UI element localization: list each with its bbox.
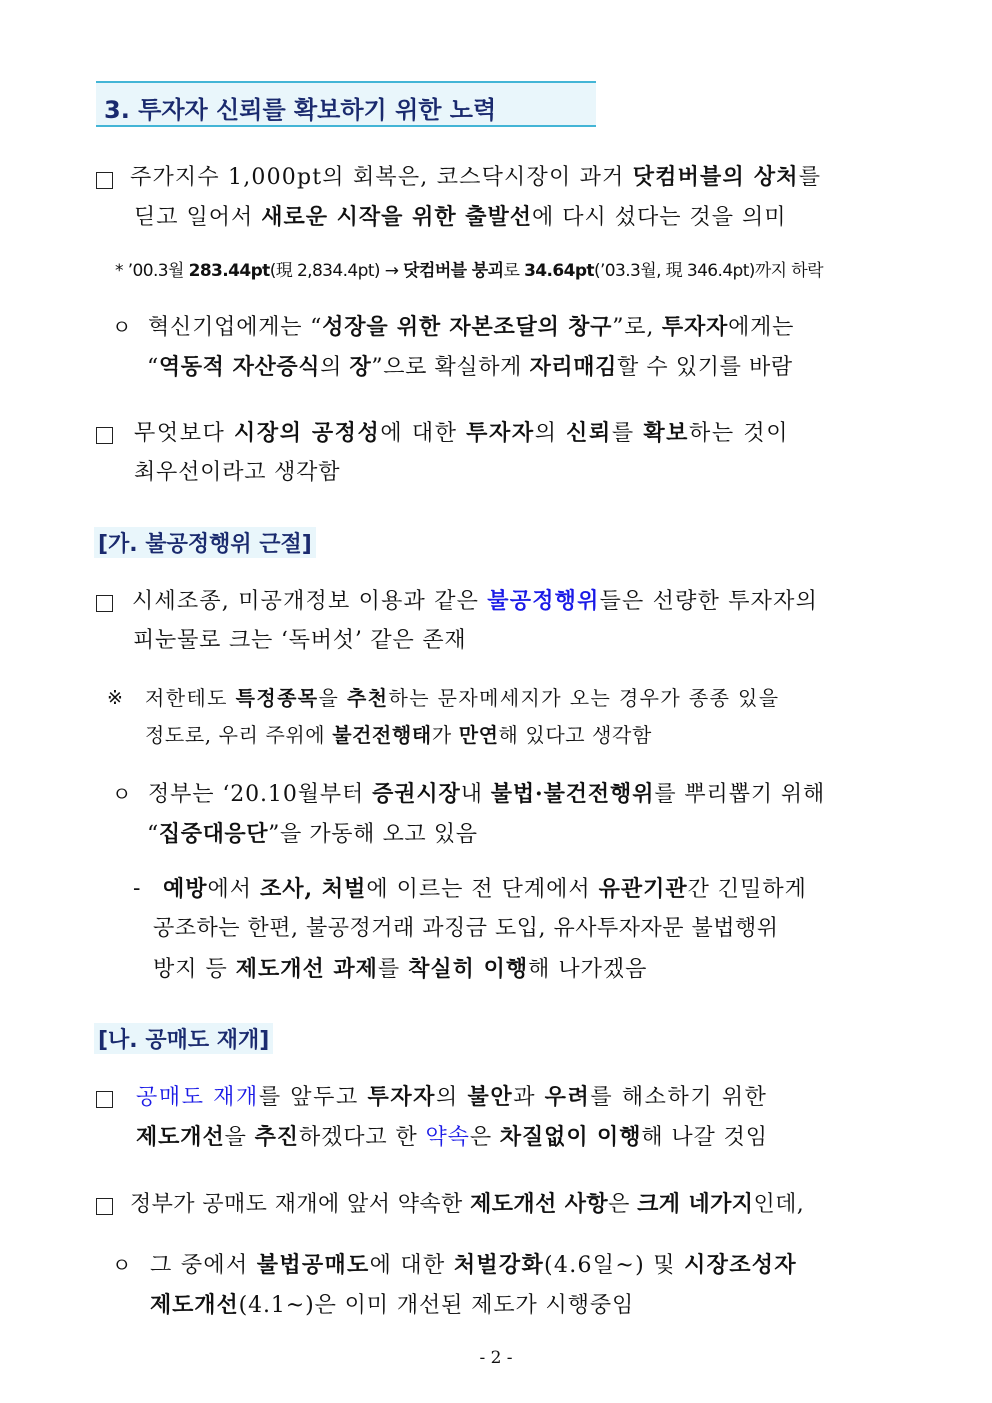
ref1-line2: 정도로, 우리 주위에 불건전행태가 만연해 있다고 생각함: [145, 723, 652, 747]
ref1-line1: 저한테도 특정종목을 추천하는 문자메세지가 오는 경우가 종종 있을: [145, 686, 780, 710]
p5-line1: 정부가 공매도 재개에 앞서 약속한 제도개선 사항은 크게 네가지인데,: [130, 1191, 805, 1217]
subheading-unfair-trading: [가. 불공정행위 근절]: [94, 527, 316, 558]
o2-line2: “집중대응단”을 가동해 오고 있음: [147, 821, 478, 847]
p1-line1: 주가지수 1,000pt의 회복은, 코스닥시장이 과거 닷컴버블의 상처를: [130, 164, 822, 190]
p2-line1: 무엇보다 시장의 공정성에 대한 투자자의 신뢰를 확보하는 것이: [134, 420, 790, 446]
o1-line2: “역동적 자산증식의 장”으로 확실하게 자리매김할 수 있기를 바람: [147, 354, 793, 380]
o3-line1: 그 중에서 불법공매도에 대한 처벌강화(4.6일~) 및 시장조성자: [150, 1252, 797, 1278]
dash1-line1: 예방에서 조사, 처벌에 이르는 전 단계에서 유관기관간 긴밀하게: [163, 876, 807, 902]
subheading-short-selling: [나. 공매도 재개]: [94, 1023, 273, 1054]
o3-line2: 제도개선(4.1~)은 이미 개선된 제도가 시행중임: [150, 1292, 635, 1318]
p4-line2: 제도개선을 추진하겠다고 한 약속은 차질없이 이행해 나갈 것임: [136, 1124, 768, 1150]
checkbox-bullet: [96, 1091, 113, 1108]
circle-bullet: ㅇ: [112, 315, 132, 339]
dash1-line3: 방지 등 제도개선 과제를 착실히 이행해 나가겠음: [153, 956, 648, 982]
checkbox-bullet: [96, 1198, 113, 1215]
p1-line2: 딛고 일어서 새로운 시작을 위한 출발선에 다시 섰다는 것을 의미: [134, 204, 787, 230]
page-number: - 2 -: [479, 1348, 513, 1368]
dash1-line2: 공조하는 한편, 불공정거래 과징금 도입, 유사투자자문 불법행위: [153, 916, 779, 941]
circle-bullet: ㅇ: [112, 1253, 132, 1277]
p3-line1: 시세조종, 미공개정보 이용과 같은 불공정행위들은 선량한 투자자의: [132, 588, 819, 614]
checkbox-bullet: [96, 427, 113, 444]
p3-line2: 피눈물로 크는 ‘독버섯’ 같은 존재: [133, 628, 467, 653]
dash-bullet: -: [133, 876, 141, 901]
circle-bullet: ㅇ: [112, 782, 132, 806]
section-title-box: [96, 81, 596, 127]
checkbox-bullet: [96, 172, 113, 189]
reference-mark: ※: [107, 687, 123, 709]
p2-line2: 최우선이라고 생각함: [134, 460, 341, 485]
o1-line1: 혁신기업에게는 “성장을 위한 자본조달의 창구”로, 투자자에게는: [148, 314, 795, 340]
o2-line1: 정부는 ‘20.10월부터 증권시장내 불법·불건전행위를 뿌리뽑기 위해: [148, 781, 826, 807]
p4-line1: 공매도 재개를 앞두고 투자자의 불안과 우려를 해소하기 위한: [136, 1084, 768, 1110]
section-title: 3. 투자자 신뢰를 확보하기 위한 노력: [104, 96, 497, 124]
checkbox-bullet: [96, 595, 113, 612]
footnote-dotcom: * ’00.3월 283.44pt(現 2,834.4pt) → 닷컴버블 붕괴로 34.64pt(’03.3월, 現 346.4pt)까지 하락: [115, 261, 823, 281]
